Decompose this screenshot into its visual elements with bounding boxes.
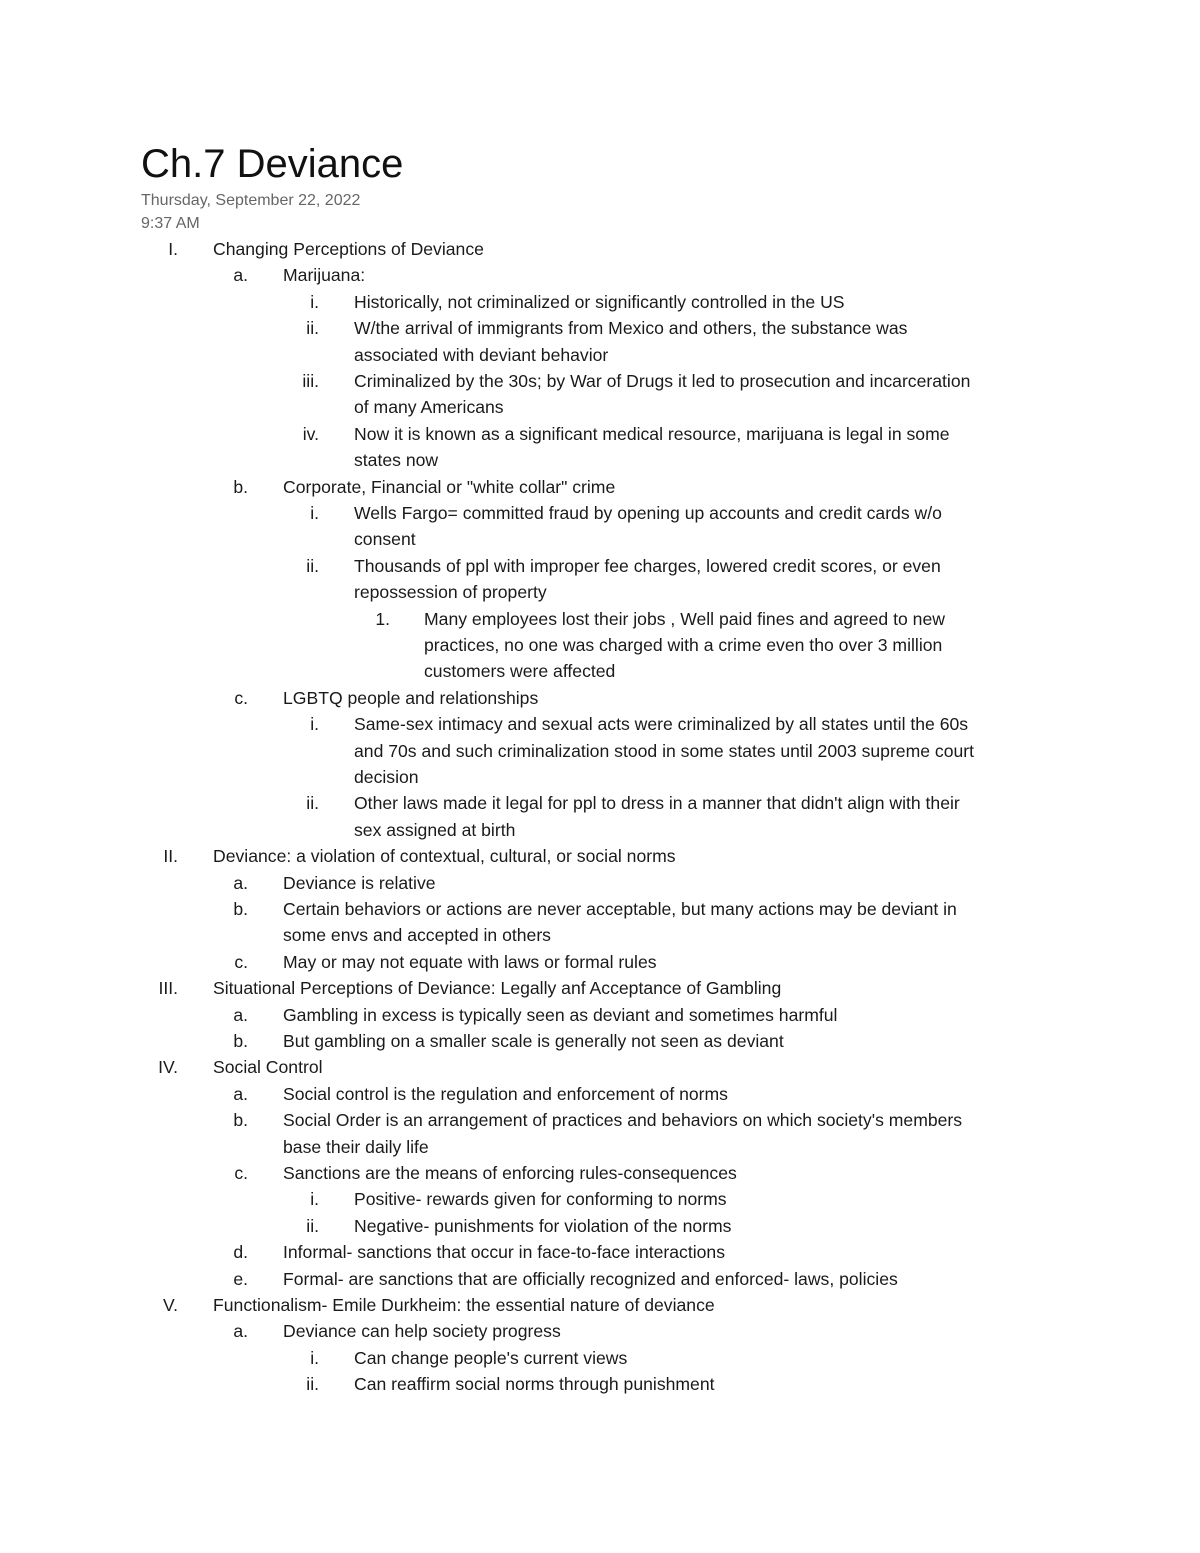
outline-marker: a.	[233, 1004, 248, 1025]
outline-marker: V.	[162, 1295, 178, 1315]
outline-text: base their daily life	[283, 1136, 429, 1157]
outline-text: Social Control	[213, 1057, 323, 1078]
outline-marker: IV.	[158, 1057, 178, 1078]
outline-item	[0, 1002, 1200, 1028]
outline-marker: d.	[233, 1242, 248, 1263]
outline-text: Negative- punishments for violation of the norms	[354, 1215, 732, 1236]
outline-text: Social control is the regulation and enforcement of norms	[283, 1083, 728, 1104]
outline-item	[0, 500, 1200, 553]
outline-text: Other laws made it legal for ppl to dress in a manner that didn't align with their	[354, 793, 960, 814]
outline-item	[0, 843, 1200, 869]
outline-text: Informal- sanctions that occur in face-to-face interactions	[283, 1242, 725, 1263]
outline-text: and 70s and such criminalization stood in some states until 2003 supreme court	[354, 740, 975, 761]
outline-marker: ii.	[306, 318, 319, 339]
outline-item	[0, 949, 1200, 975]
outline-text: Now it is known as a significant medical resource, marijuana is legal in some	[354, 423, 950, 444]
outline-text: Social Order is an arrangement of practices and behaviors on which society's members	[283, 1110, 963, 1131]
outline-text: Functionalism- Emile Durkheim: the essential nature of deviance	[213, 1295, 715, 1315]
outline-text: of many Americans	[354, 397, 504, 418]
outline-item	[0, 1213, 1200, 1239]
outline-item	[0, 606, 1200, 685]
outline-item	[0, 421, 1200, 474]
outline-marker: 1.	[375, 608, 390, 629]
outline-text: May or may not equate with laws or formal rules	[283, 951, 657, 972]
outline-text: Can change people's current views	[354, 1347, 628, 1368]
outline-item	[0, 474, 1200, 500]
outline-text: customers were affected	[424, 661, 616, 682]
outline-item	[0, 1371, 1200, 1397]
outline-text: Marijuana:	[283, 265, 366, 286]
outline-text: sex assigned at birth	[354, 819, 516, 840]
outline-text: states now	[354, 450, 439, 471]
outline-marker: II.	[163, 846, 178, 867]
outline-marker: i.	[310, 714, 319, 735]
outline-marker: i.	[310, 1347, 319, 1368]
outline-item	[0, 1160, 1200, 1186]
outline-text: Thousands of ppl with improper fee charges, lowered credit scores, or even	[354, 555, 941, 576]
outline-text: Deviance: a violation of contextual, cultural, or social norms	[213, 846, 676, 867]
outline-text: Corporate, Financial or "white collar" crime	[283, 476, 616, 497]
outline-marker: III.	[158, 978, 178, 999]
outline-marker: c.	[234, 1163, 248, 1183]
outline-item	[0, 1107, 1200, 1160]
outline-text: Changing Perceptions of Deviance	[213, 239, 484, 259]
outline-text: LGBTQ people and relationships	[283, 687, 539, 708]
outline-marker: i.	[310, 503, 319, 523]
outline-marker: ii.	[306, 793, 319, 814]
outline-text: decision	[354, 766, 419, 787]
outline-item	[0, 1318, 1200, 1344]
outline-marker: b.	[233, 899, 248, 919]
outline-item	[0, 685, 1200, 711]
outline-text: But gambling on a smaller scale is generally not seen as deviant	[283, 1031, 784, 1051]
outline-text: Certain behaviors or actions are never acceptable, but many actions may be deviant in	[283, 899, 957, 919]
outline-item	[0, 368, 1200, 421]
outline-item	[0, 1292, 1200, 1318]
outline-text: Formal- are sanctions that are officially recognized and enforced- laws, policies	[283, 1268, 898, 1289]
outline-text: Can reaffirm social norms through punishment	[354, 1374, 715, 1395]
outline-marker: a.	[233, 872, 248, 893]
note-date: Thursday, September 22, 2022	[141, 192, 361, 209]
outline-text: Same-sex intimacy and sexual acts were criminalized by all states until the 60s	[354, 714, 969, 735]
outline-item	[0, 975, 1200, 1001]
outline-marker: iv.	[302, 423, 319, 444]
outline-marker: ii.	[306, 1215, 319, 1236]
outline-item	[0, 1054, 1200, 1080]
outline-marker: b.	[233, 1031, 248, 1051]
outline-marker: a.	[233, 1321, 248, 1342]
outline-text: Deviance can help society progress	[283, 1321, 561, 1342]
outline-text: Positive- rewards given for conforming to norms	[354, 1189, 727, 1210]
outline-text: Deviance is relative	[283, 872, 436, 893]
outline-marker: ii.	[306, 1374, 319, 1395]
outline-item	[0, 1239, 1200, 1265]
outline-text: Gambling in excess is typically seen as deviant and sometimes harmful	[283, 1004, 838, 1025]
outline-marker: i.	[310, 291, 319, 312]
outline-text: repossession of property	[354, 582, 547, 603]
outline-item	[0, 1186, 1200, 1212]
outline-item	[0, 315, 1200, 368]
outline-text: consent	[354, 529, 416, 550]
outline-text: associated with deviant behavior	[354, 344, 609, 365]
outline-item	[0, 896, 1200, 949]
outline-text: some envs and accepted in others	[283, 925, 551, 946]
outline-item	[0, 289, 1200, 315]
outline-marker: I.	[168, 239, 178, 259]
outline-item	[0, 711, 1200, 790]
outline-item	[0, 553, 1200, 606]
outline-item	[0, 1266, 1200, 1292]
outline-marker: a.	[233, 265, 248, 286]
outline-item	[0, 790, 1200, 843]
outline-item	[0, 1081, 1200, 1107]
outline-marker: b.	[233, 1110, 248, 1131]
page-title: Ch.7 Deviance	[141, 142, 404, 186]
outline-item	[0, 1028, 1200, 1054]
outline-marker: c.	[234, 951, 248, 972]
note-time: 9:37 AM	[141, 215, 200, 232]
outline-marker: ii.	[306, 555, 319, 576]
outline-marker: a.	[233, 1083, 248, 1104]
outline-text: Situational Perceptions of Deviance: Legally anf Acceptance of Gambling	[213, 978, 782, 999]
outline-text: Criminalized by the 30s; by War of Drugs it led to prosecution and incarceration	[354, 371, 971, 391]
outline-marker: i.	[310, 1189, 319, 1210]
outline-item	[0, 870, 1200, 896]
outline-marker: c.	[234, 687, 248, 708]
outline-text: Many employees lost their jobs , Well paid fines and agreed to new	[424, 608, 945, 629]
outline-marker: e.	[233, 1268, 248, 1289]
outline-text: W/the arrival of immigrants from Mexico and others, the substance was	[354, 318, 908, 339]
outline-text: Sanctions are the means of enforcing rules-consequences	[283, 1163, 737, 1183]
outline-marker: b.	[233, 476, 248, 497]
outline-marker: iii.	[302, 371, 319, 391]
outline-item	[0, 1345, 1200, 1371]
outline-text: Historically, not criminalized or significantly controlled in the US	[354, 291, 845, 312]
outline-item	[0, 262, 1200, 288]
outline-item	[0, 236, 1200, 262]
outline-text: Wells Fargo= committed fraud by opening up accounts and credit cards w/o	[354, 503, 942, 523]
outline-text: practices, no one was charged with a crime even tho over 3 million	[424, 634, 943, 655]
